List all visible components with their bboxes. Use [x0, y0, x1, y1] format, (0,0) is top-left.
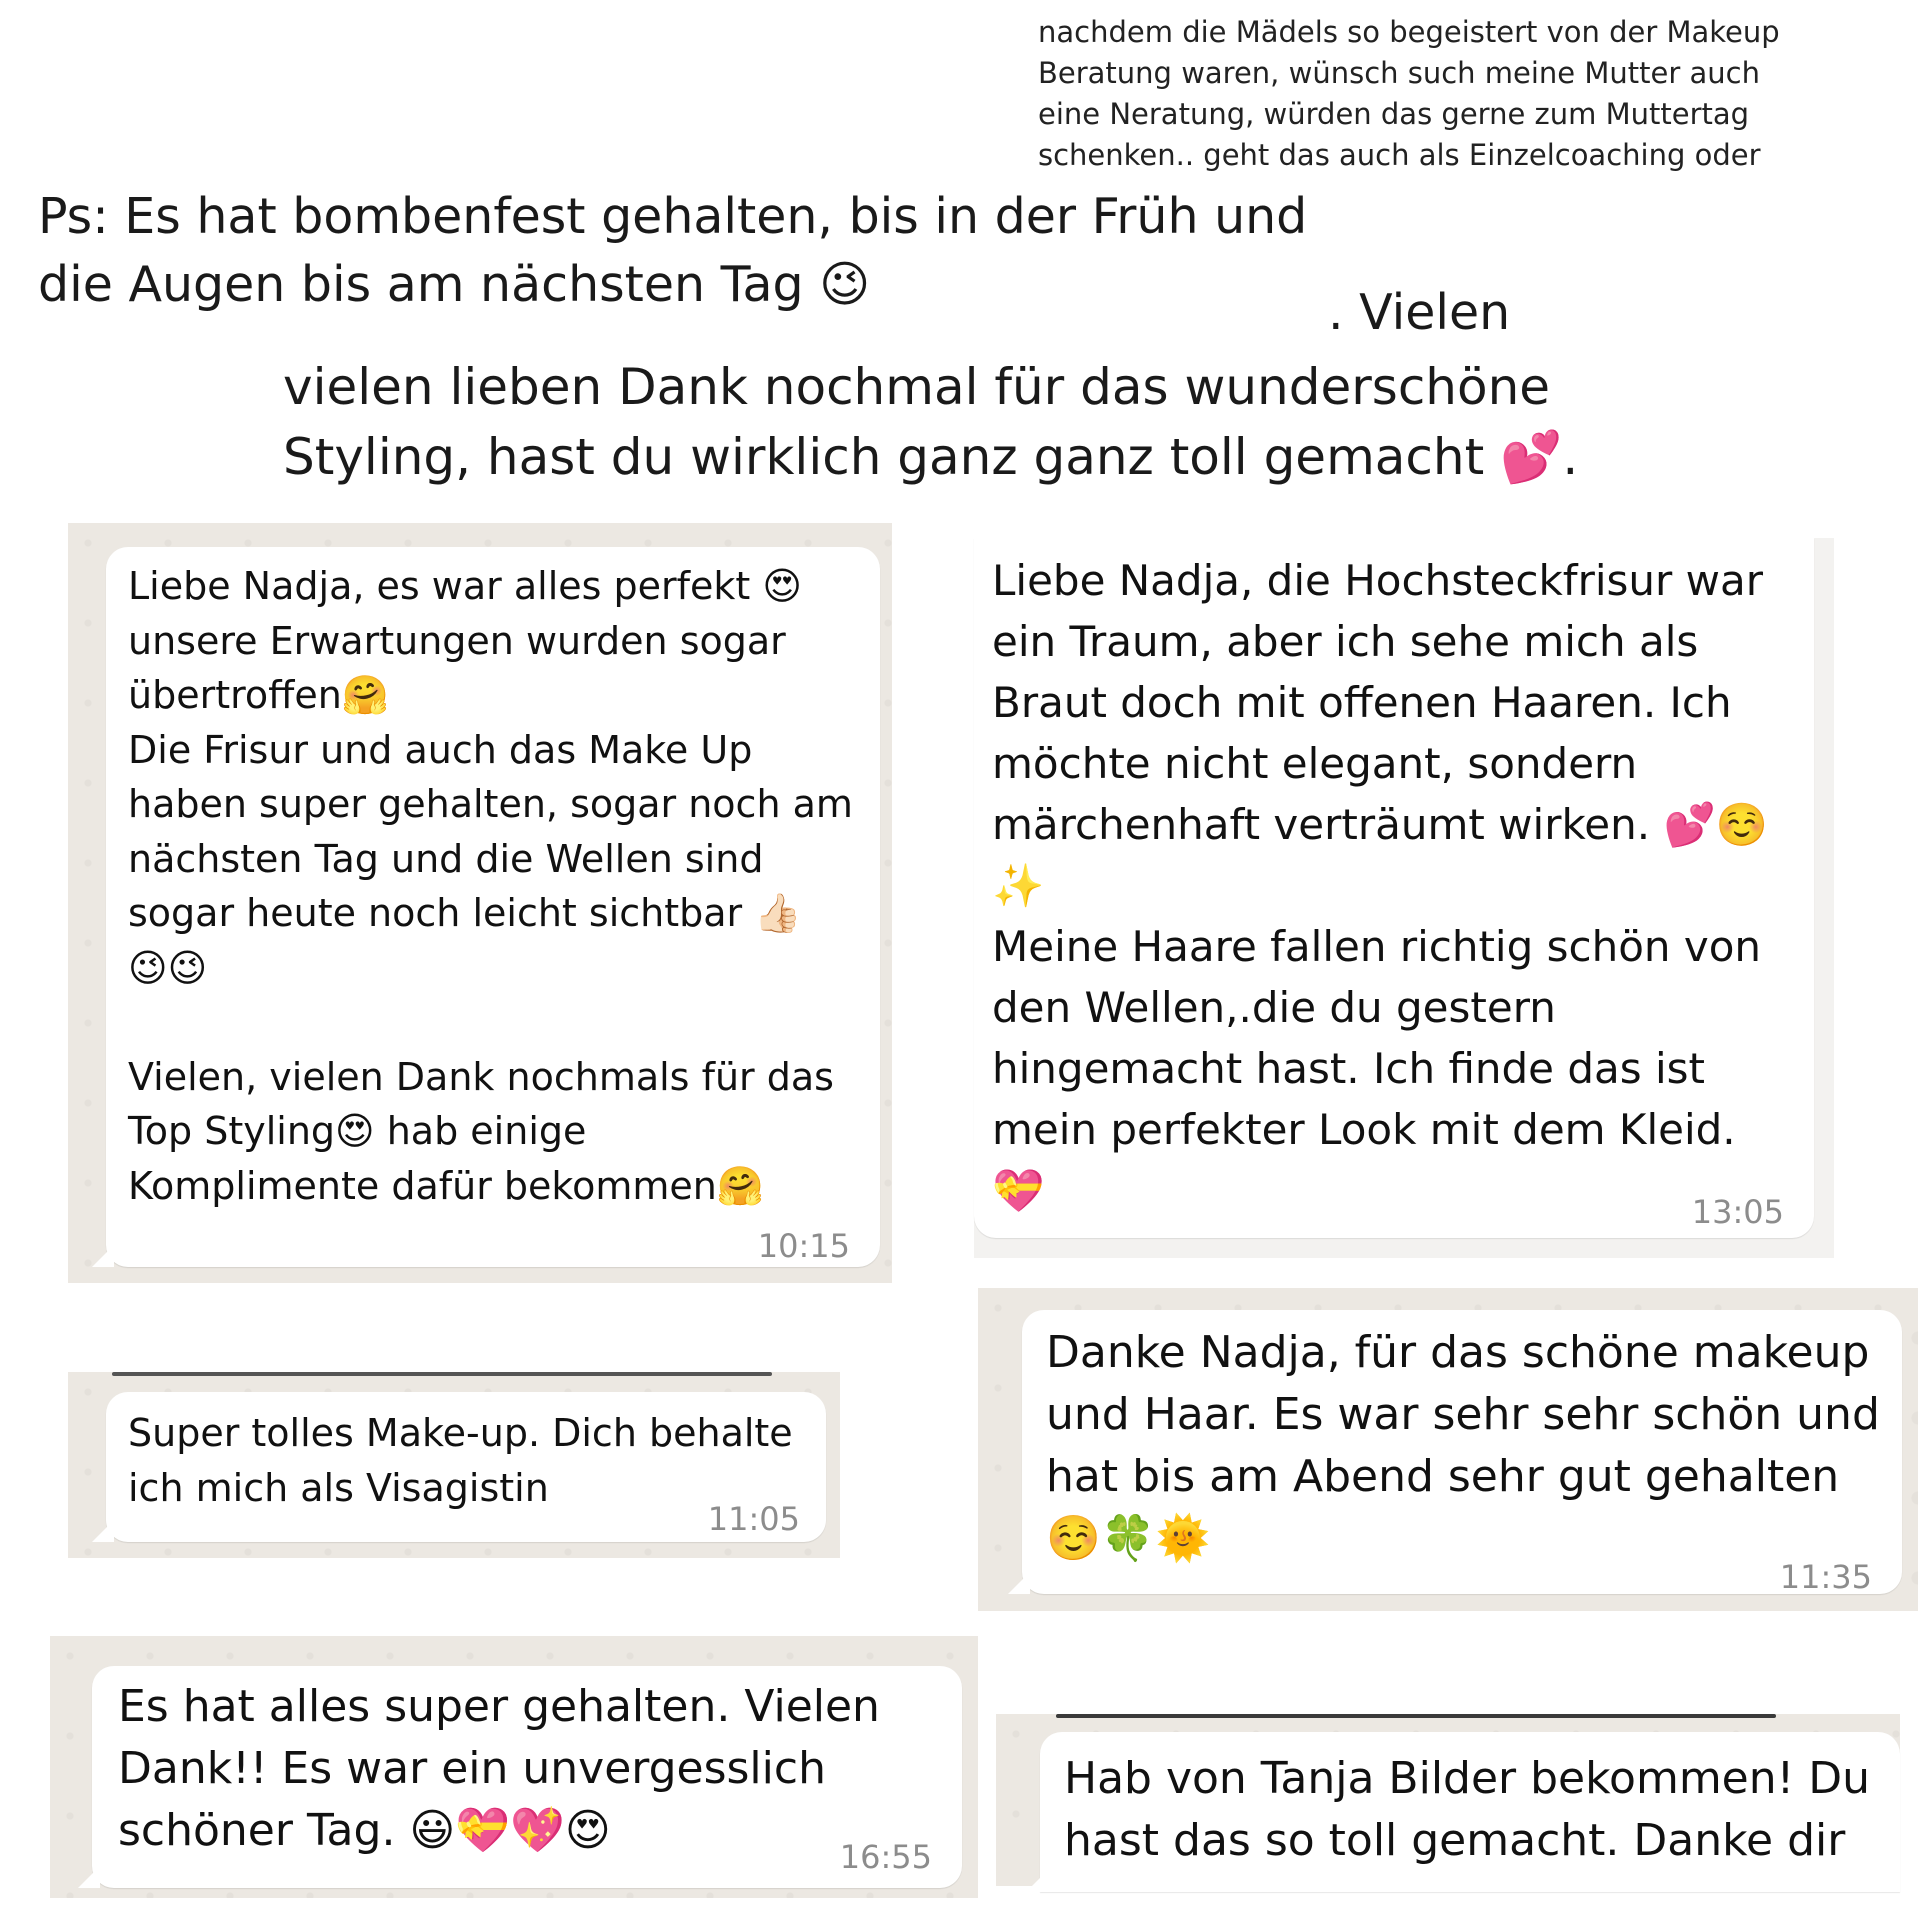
- message-bubble-5[interactable]: [92, 1666, 962, 1888]
- vielen-fragment-text: . Vielen: [1328, 284, 1511, 341]
- chat-panel-1: [68, 523, 892, 1283]
- chat-panel-3: [68, 1372, 840, 1558]
- cropped-message-edge-2: [1056, 1714, 1776, 1718]
- message-time-2: 13:05: [1691, 1193, 1784, 1231]
- message-time-3: 11:05: [707, 1500, 800, 1538]
- thanks-note-text: vielen lieben Dank nochmal für das wunderschöne Styling, hast du wirklich ganz ganz toll gemacht 💕.: [283, 358, 1579, 486]
- message-bubble-3[interactable]: [106, 1392, 826, 1542]
- message-text-5: Es hat alles super gehalten. Vielen Dank!! Es war ein unvergesslich schöner Tag. 😃💝💖😍: [118, 1681, 880, 1856]
- message-time-4: 11:35: [1779, 1558, 1872, 1596]
- message-time-5: 16:55: [839, 1838, 932, 1876]
- chat-panel-6: [996, 1714, 1900, 1886]
- ps-note-text: Ps: Es hat bombenfest gehalten, bis in der Früh und die Augen bis am nächsten Tag 😉: [38, 188, 1308, 313]
- message-bubble-1[interactable]: [106, 547, 880, 1267]
- message-text-1: Liebe Nadja, es war alles perfekt 😍 unsere Erwartungen wurden sogar übertroffen🤗 Die Frisur und auch das Make Up haben super gehalten, sogar noch am nächsten Tag und die Wellen sind sogar heute noch leicht sichtbar 👍🏻 😉😉 Vielen, vielen Dank nochmals für das Top Styling😍 hab einige Komplimente dafür bekommen🤗: [128, 564, 853, 1208]
- message-text-6: Hab von Tanja Bilder bekommen! Du hast das so toll gemacht. Danke dir: [1064, 1753, 1871, 1866]
- message-time-1: 10:15: [757, 1227, 850, 1265]
- message-bubble-2[interactable]: [974, 538, 1814, 1238]
- chat-panel-4: [978, 1288, 1918, 1611]
- message-text-4: Danke Nadja, für das schöne makeup und Haar. Es war sehr sehr schön und hat bis am Abend sehr gut gehalten ☺️🍀🌞: [1046, 1327, 1880, 1564]
- message-text-2: Liebe Nadja, die Hochsteckfrisur war ein Traum, aber ich sehe mich als Braut doch mit offenen Haaren. Ich möchte nicht elegant, sondern märchenhaft verträumt wirken. 💕☺️ ✨ Meine Haare fallen richtig schön von den Wellen,.die du gestern hingemacht hast. Ich finde das ist mein perfekter Look mit dem Kleid. 💝: [992, 556, 1769, 1215]
- message-bubble-4[interactable]: [1022, 1310, 1902, 1594]
- message-text-3: Super tolles Make-up. Dich behalte ich mich als Visagistin: [128, 1411, 793, 1510]
- chat-panel-5: [50, 1636, 978, 1898]
- chat-panel-2: [974, 538, 1834, 1258]
- cropped-message-edge-1: [112, 1372, 772, 1376]
- top-note-text: nachdem die Mädels so begeistert von der Makeup Beratung waren, wünsch such meine Mutter auch eine Neratung, würden das gerne zum Muttertag schenken.. geht das auch als Einzelcoaching oder: [1038, 15, 1780, 172]
- message-bubble-6[interactable]: [1040, 1732, 1900, 1892]
